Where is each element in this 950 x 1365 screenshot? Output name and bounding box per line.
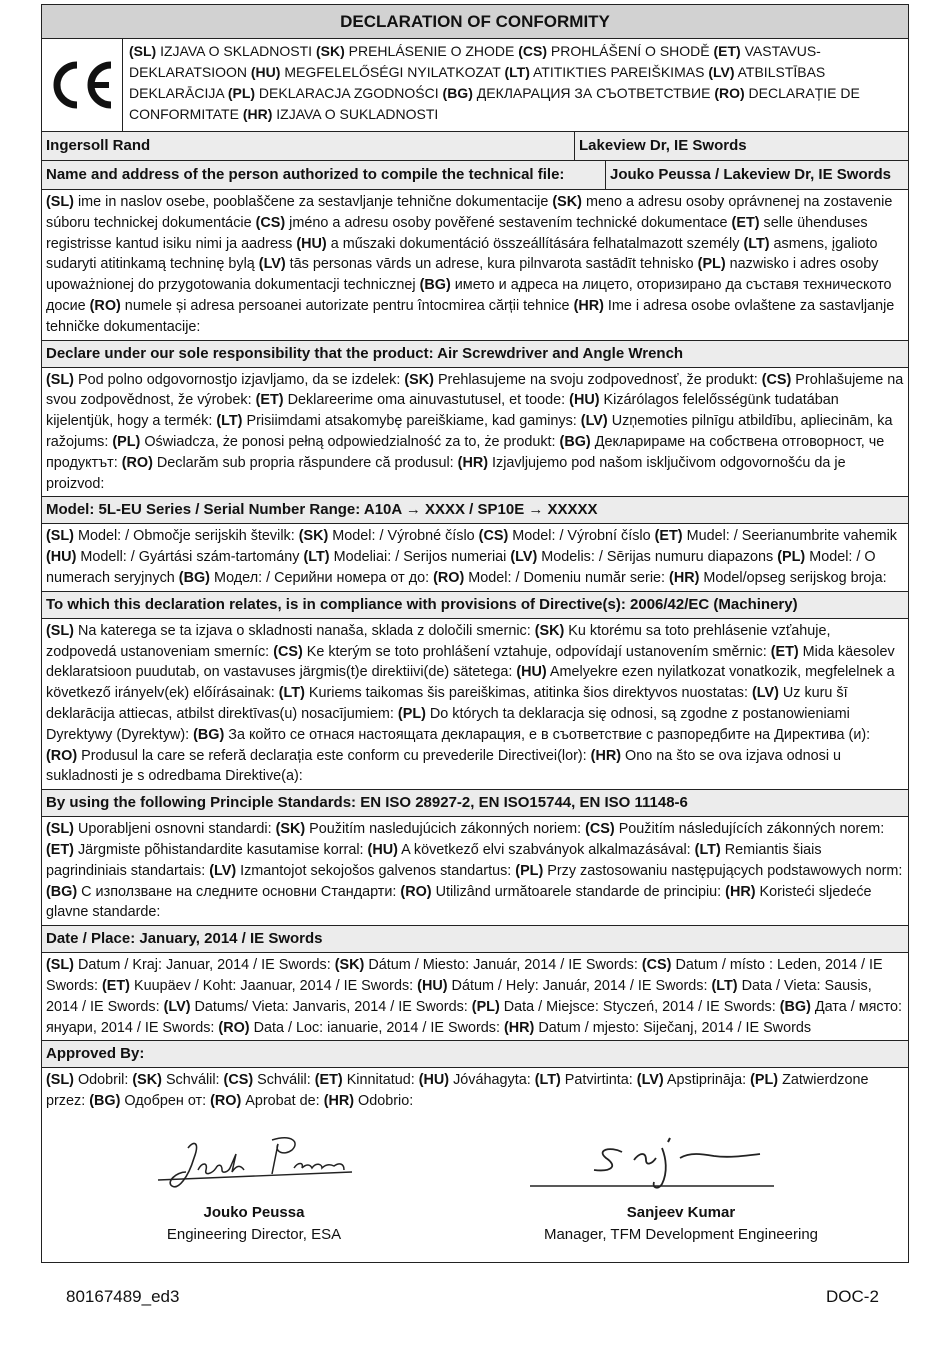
language-code: (RO) <box>714 85 745 101</box>
translation-text: A következő elvi szabványok alkalmazásával: <box>397 841 695 858</box>
translation-text: Uzņemoties pilnīgu atbildību, apliecinām, ka ražojums: <box>46 413 893 450</box>
language-code: (PL) <box>515 862 544 879</box>
company-name: Ingersoll Rand <box>42 132 575 160</box>
authorized-person-row <box>42 161 908 190</box>
translation-text: Дата / място: януари, 2014 / IE Swords: <box>46 998 903 1036</box>
language-code: (HR) <box>590 747 622 764</box>
language-code: (BG) <box>193 726 225 743</box>
language-code: (LV) <box>209 862 237 879</box>
language-code: (ET) <box>46 841 74 858</box>
language-code: (LT) <box>743 235 770 252</box>
translation-text: Декларираме на собствена отговорност, че продуктът: <box>46 433 885 471</box>
translation-text: Prisiimdami atsakomybę pareiškiame, kad gaminys: <box>242 413 581 430</box>
translation-text: Mudel: / Seerianumbrite vahemik <box>682 528 897 545</box>
signatory-role: Engineering Director, ESA <box>166 1225 342 1243</box>
language-code: (PL) <box>397 705 426 722</box>
language-code: (SL) <box>46 528 74 545</box>
translation-text: meno a adresu osoby oprávnenej na zostavenie súboru technickej dokumentácie <box>46 194 893 231</box>
language-code: (LV) <box>708 64 735 80</box>
translation-text: IZJAVA O SUKLADNOSTI <box>272 106 439 122</box>
translation-text: Zatwierdzone przez: <box>46 1072 869 1110</box>
language-code: (HR) <box>669 569 700 586</box>
translation-text: Utilizând următoarele standarde de principiu: <box>431 883 726 900</box>
signatory-1 <box>142 1128 366 1246</box>
translation-text: Kuupäev / Koht: Jaanuar, 2014 / IE Swords: <box>129 977 418 994</box>
language-code: (LV) <box>580 413 608 430</box>
translation-text: ime in naslov osebe, pooblaščene za sestavljanje tehnične dokumentacije <box>73 194 553 210</box>
translation-text: ATBILSTĪBAS DEKLARĀCIJA <box>129 64 826 101</box>
translation-text: името и адреса на лицето, оторизирано да съставя техническото досие <box>46 277 892 314</box>
translation-text: DECLARAȚIE DE CONFORMITATE <box>129 85 860 122</box>
language-code: (LT) <box>534 1072 561 1089</box>
translation-text: Ono na što se ova izjava odnosi u sukladnosti je s odredbama Direktive(a): <box>46 747 842 785</box>
translation-text: Kinnitatud: <box>342 1072 419 1089</box>
translation-text: Apstiprināja: <box>663 1072 751 1089</box>
language-code: (RO) <box>46 747 78 764</box>
translation-text: Datum / místo : Leden, 2014 / IE Swords: <box>46 957 883 994</box>
language-code: (HR) <box>323 1093 355 1110</box>
translation-text: nazwisko i adres osoby upoważnionej do przygotowania dokumentacji technicznej <box>46 256 879 294</box>
language-code: (LT) <box>303 549 330 566</box>
translation-text: Kuriems taikomas šis pareiškimas, atitinka šios direktyvos nuostatas: <box>304 685 752 702</box>
language-code: (SL) <box>46 371 74 388</box>
translation-text: Uz kuru šī deklarācija attiecas, atbilst direktīvas(u) nosacījumiem: <box>46 685 848 722</box>
language-code: (RO) <box>121 454 153 471</box>
translation-text: Datum / mjesto: Siječanj, 2014 / IE Swords <box>534 1019 812 1036</box>
company-address: Lakeview Dr, IE Swords <box>579 137 747 154</box>
translation-text: Remiantis šiais pagrindiniais standartais: <box>46 841 822 879</box>
document-title: DECLARATION OF CONFORMITY <box>42 5 908 39</box>
translation-text: DEKLARACJA ZGODNOŚCI <box>255 85 443 101</box>
language-code: (SL) <box>46 194 74 210</box>
language-code: (CS) <box>273 643 303 660</box>
translation-text: Odobrio: <box>354 1093 414 1110</box>
translation-text: Modell: / Gyártási szám-tartomány <box>76 549 304 566</box>
language-code: (HU) <box>46 549 77 566</box>
translation-text: PREHLÁSENIE O ZHODE <box>344 43 519 59</box>
translation-text: ATITIKTIES PAREIŠKIMAS <box>529 64 709 80</box>
translation-text: Modeliai: / Serijos numeriai <box>329 549 511 566</box>
translation-text: Schválil: <box>253 1072 315 1089</box>
signature-jouko-peussa <box>142 1128 366 1196</box>
language-code: (LT) <box>216 413 243 430</box>
language-code: (CS) <box>518 43 548 59</box>
language-code: (SL) <box>46 1072 74 1089</box>
translation-text: ДЕКЛАРАЦИЯ ЗА СЪОТВЕТСТВИЕ <box>472 85 715 101</box>
translation-text: PROHLÁŠENÍ O SHODĚ <box>547 43 714 59</box>
language-code: (HR) <box>725 883 756 900</box>
translation-text: MEGFELELŐSÉGI NYILATKOZAT <box>280 64 505 80</box>
translation-text: Amelyekre ezen nyilatkozat vonatkozik, megfelelnek a következő irányelv(ek) előírásainak: <box>46 664 895 702</box>
translation-text: numele și adresa persoanei autorizate pentru întocmirea cărții tehnice <box>120 297 574 314</box>
language-code: (HU) <box>516 664 547 681</box>
translation-text: Odobril: <box>73 1072 133 1089</box>
language-code: (HU) <box>250 64 281 80</box>
translation-text: Dátum / Miesto: Január, 2014 / IE Swords: <box>364 957 642 974</box>
language-code: (CS) <box>641 957 672 974</box>
signature-sanjeev-kumar <box>530 1128 832 1196</box>
translation-text: Produsul la care se referă declarația este conform cu prevederile Directivei(lor): <box>77 747 591 764</box>
language-code: (ET) <box>713 43 741 59</box>
section-translations <box>42 524 908 591</box>
translation-text: Ke kterým se toto prohlášení vztahuje, odpovídají ustanovením směrnic: <box>302 643 771 660</box>
language-code: (PL) <box>227 85 256 101</box>
translation-text: Prehlasujeme na svoju zodpovednosť, že produkt: <box>433 371 762 388</box>
language-code: (LT) <box>278 685 305 702</box>
language-code: (ET) <box>101 977 130 994</box>
language-code: (HU) <box>569 392 600 409</box>
authorized-person-label: Name and address of the person authorized to compile the technical file: <box>42 161 606 189</box>
language-code: (BG) <box>419 277 451 294</box>
language-code: (RO) <box>89 297 121 314</box>
language-code: (CS) <box>223 1072 254 1089</box>
language-code: (BG) <box>442 85 473 101</box>
language-code: (SK) <box>534 622 565 639</box>
language-code: (SK) <box>275 821 306 838</box>
section-header: To which this declaration relates, is in compliance with provisions of Directive(s): 2006/42/EC (Machinery) <box>42 592 908 619</box>
ce-mark-icon <box>47 57 117 113</box>
language-code: (HR) <box>457 454 489 471</box>
translation-text: Model: / Območje serijskih številk: <box>73 528 299 545</box>
language-code: (HU) <box>417 977 448 994</box>
language-code: (BG) <box>779 998 811 1015</box>
signature-area <box>42 1114 908 1262</box>
language-code: (SK) <box>334 957 365 974</box>
section-translations <box>42 1068 908 1114</box>
language-code: (BG) <box>559 433 591 450</box>
document-number: 80167489_ed3 <box>66 1287 180 1306</box>
declaration-title-translations <box>123 39 908 131</box>
declaration-frame <box>41 4 909 1263</box>
section-header: Declare under our sole responsibility that the product: Air Screwdriver and Angle Wrench <box>42 341 908 368</box>
translation-text: Data / Vieta: Sausis, 2014 / IE Swords: <box>46 977 872 1015</box>
language-code: (SL) <box>46 821 74 838</box>
translation-text: Ku ktorému sa toto prehlásenie vzťahuje, zodpovedá ustanoveniam smerníc: <box>46 622 831 660</box>
translation-text: Datums/ Vieta: Janvaris, 2014 / IE Swords: <box>190 998 472 1015</box>
language-code: (LT) <box>694 841 721 858</box>
translation-text: Model: / Výrobní číslo <box>508 528 655 545</box>
language-code: (LV) <box>636 1072 664 1089</box>
translation-text: Model: / O numerach seryjnych <box>46 549 876 586</box>
language-code: (PL) <box>471 998 500 1015</box>
language-code: (CS) <box>761 371 792 388</box>
translation-text: Datum / Kraj: Januar, 2014 / IE Swords: <box>73 957 335 974</box>
translation-text: IZJAVA O SKLADNOSTI <box>156 43 316 59</box>
language-code: (RO) <box>433 569 465 586</box>
language-code: (CS) <box>478 528 509 545</box>
translation-text: За който се отнася настоящата декларация, е в съответствие с разпоредбите на Директива (и): <box>224 726 871 743</box>
authorized-person-value: Jouko Peussa / Lakeview Dr, IE Swords <box>610 166 891 183</box>
language-code: (LV) <box>258 256 286 273</box>
language-code: (BG) <box>89 1093 121 1110</box>
signatory-name: Jouko Peussa <box>203 1203 305 1221</box>
translation-text: Na katerega se ta izjava o skladnosti nanaša, sklada z določili smernic: <box>73 622 535 639</box>
manufacturer-row <box>42 132 908 161</box>
translation-text: Model: / Výrobné číslo <box>328 528 479 545</box>
translation-text: С използване на следните основни Стандарти: <box>77 883 401 900</box>
signatory-name: Sanjeev Kumar <box>626 1203 736 1221</box>
translation-text: Použitím nasledujúcich zákonných noriem: <box>305 821 586 838</box>
translation-text: Aprobat de: <box>241 1093 324 1110</box>
translation-text: Przy zastosowaniu następujących podstawowych norm: <box>543 862 903 879</box>
translation-text: Data / Loc: ianuarie, 2014 / IE Swords: <box>249 1019 504 1036</box>
translation-text: asmens, įgalioto sudaryti atitinkamą techninę bylą <box>46 235 878 273</box>
section-header: Model: 5L-EU Series / Serial Number Range: A10A → XXXX / SP10E → XXXXX <box>42 497 908 524</box>
translation-text: VASTAVUS-DEKLARATSIOON <box>129 43 821 80</box>
language-code: (BG) <box>46 883 78 900</box>
language-code: (LT) <box>711 977 738 994</box>
translation-text: Model: / Domeniu număr serie: <box>464 569 670 586</box>
language-code: (SK) <box>298 528 329 545</box>
language-code: (SL) <box>46 622 74 639</box>
signatory-2 <box>530 1128 832 1246</box>
language-code: (BG) <box>178 569 210 586</box>
ce-mark-logo <box>42 39 123 131</box>
section-translations <box>42 817 908 926</box>
translation-text: Schválil: <box>161 1072 224 1089</box>
page-code: DOC-2 <box>826 1287 879 1306</box>
translation-text: Pod polno odgovornostjo izjavljamo, da se izdelek: <box>73 371 405 388</box>
translation-text: Ime i adresa osobe ovlaštene za sastavljanje tehničke dokumentacije: <box>46 297 895 335</box>
section-header: Date / Place: January, 2014 / IE Swords <box>42 926 908 953</box>
translation-text: Model/opseg serijskog broja: <box>699 569 887 586</box>
translation-text: Jóváhagyta: <box>449 1072 535 1089</box>
section-translations <box>42 190 908 341</box>
translation-text: Do których ta deklaracja się odnosi, są zgodne z postanowieniami Dyrektywy (Dyrektyw): <box>46 705 850 743</box>
translation-text: Dátum / Hely: Január, 2014 / IE Swords: <box>447 977 712 994</box>
signatory-role: Manager, TFM Development Engineering <box>543 1225 819 1243</box>
language-code: (HR) <box>503 1019 535 1036</box>
translation-text: Mida käesolev deklaratsioon puudutab, on vastavuses järgmis(t)e direktiivi(de) sätetega: <box>46 643 895 681</box>
translation-text: Oświadcza, że ponosi pełną odpowiedzialność za to, że produkt: <box>140 433 560 450</box>
language-code: (HU) <box>418 1072 450 1089</box>
translation-text: Одобрен от: <box>120 1093 211 1110</box>
language-code: (SK) <box>315 43 345 59</box>
translation-text: Prohlašujeme na svou zodpovědnost, že výrobek: <box>46 371 904 409</box>
translation-text: selle ühenduses registrisse kantud isiku nimi ja aadress <box>46 214 868 252</box>
language-code: (PL) <box>750 1072 779 1089</box>
language-code: (ET) <box>731 214 760 231</box>
language-code: (SK) <box>132 1072 162 1089</box>
declaration-sections <box>42 190 908 1114</box>
section-translations <box>42 619 908 790</box>
translation-text: Data / Miejsce: Styczeń, 2014 / IE Swords: <box>499 998 780 1015</box>
language-code: (LT) <box>504 64 530 80</box>
language-code: (HR) <box>573 297 604 314</box>
translation-text: Izjavljujemo pod našom isključivom odgovornošću da je proizvod: <box>46 454 846 492</box>
language-code: (SK) <box>404 371 434 388</box>
language-code: (HU) <box>296 235 327 252</box>
language-code: (ET) <box>255 392 284 409</box>
language-code: (CS) <box>255 214 286 231</box>
language-code: (RO) <box>400 883 432 900</box>
language-code: (PL) <box>777 549 806 566</box>
language-code: (SL) <box>129 43 157 59</box>
language-code: (ET) <box>770 643 799 660</box>
translation-text: Patvirtinta: <box>560 1072 637 1089</box>
language-code: (PL) <box>697 256 726 273</box>
language-code: (HU) <box>367 841 398 858</box>
translation-text: Järgmiste põhistandardite kasutamise korral: <box>73 841 368 858</box>
language-code: (ET) <box>654 528 683 545</box>
language-code: (LV) <box>751 685 779 702</box>
language-code: (LV) <box>163 998 191 1015</box>
translation-text: Izmantojot sekojošos galvenos standartus: <box>236 862 516 879</box>
ce-header-row <box>42 39 908 132</box>
translation-text: Deklareerime oma ainuvastutusel, et toode: <box>283 392 570 409</box>
translation-text: Модел: / Серийни номера от до: <box>209 569 434 586</box>
translation-text: Declarăm sub propria răspundere că produsul: <box>152 454 458 471</box>
translation-text: tās personas vārds un adrese, kura pilnvarota sastādīt tehnisko <box>285 256 698 273</box>
translation-text: a műszaki dokumentáció összeállítására felhatalmazott személy <box>326 235 744 252</box>
section-translations <box>42 368 908 498</box>
translation-text: Modelis: / Sērijas numuru diapazons <box>537 549 778 566</box>
language-code: (SK) <box>552 194 582 210</box>
language-code: (PL) <box>112 433 141 450</box>
section-header: By using the following Principle Standards: EN ISO 28927-2, EN ISO15744, EN ISO 11148-6 <box>42 790 908 817</box>
language-code: (LV) <box>510 549 538 566</box>
translation-text: Uporabljeni osnovni standardi: <box>73 821 276 838</box>
language-code: (HR) <box>242 106 273 122</box>
translation-text: Koristeći sljedeće glavne standarde: <box>46 883 872 921</box>
language-code: (RO) <box>210 1093 242 1110</box>
language-code: (SL) <box>46 957 74 974</box>
language-code: (ET) <box>314 1072 343 1089</box>
translation-text: Kizárólagos felelősségünk tudatában kijelentjük, hogy a termék: <box>46 392 839 430</box>
language-code: (RO) <box>218 1019 250 1036</box>
translation-text: Použitím následujících zákonných norem: <box>614 821 885 838</box>
language-code: (CS) <box>585 821 615 838</box>
section-translations <box>42 953 908 1041</box>
translation-text: jméno a adresu osoby pověřené sestavením technické dokumentace <box>285 214 732 231</box>
section-header: Approved By: <box>42 1041 908 1068</box>
